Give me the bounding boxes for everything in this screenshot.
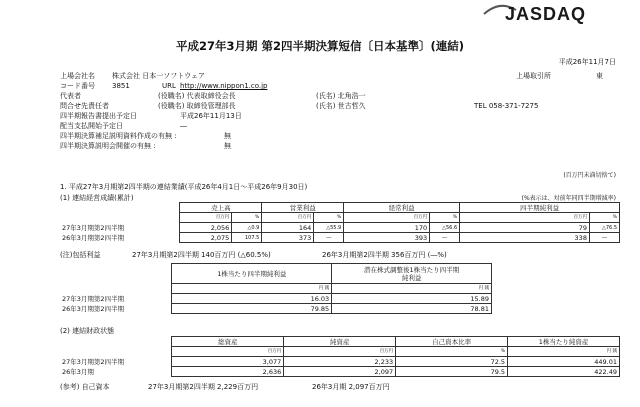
exchange-logo: JASDAQ [505, 4, 587, 24]
financial-position-table [60, 336, 620, 377]
table-row: 26年3月期第2四半期 2,075 107.5 373 ― 393 ― 338 ― [60, 233, 620, 243]
rounding-note: (百万円未満切捨て) [563, 172, 616, 179]
listed-company-value: 株式会社 日本一ソフトウェア [112, 72, 205, 80]
table-row: 27年3月期第2四半期 3,077 2,233 72.5 449.01 [60, 357, 620, 367]
header-eps: 1株当たり四半期純利益 [172, 264, 332, 284]
header-net-income: 四半期純利益 [460, 203, 620, 213]
representative-role: (役職名) 代表取締役会長 [158, 92, 236, 100]
unit-row: 百万円 % 百万円 % 百万円 % 百万円 % [60, 213, 620, 223]
table-header-row [60, 203, 620, 213]
table-row: 27年3月期第2四半期 2,056 △0.9 164 △55.9 170 △56.6 79 △76.5 [60, 223, 620, 233]
contact-tel: TEL 058-371-7275 [474, 102, 539, 110]
table-row: 27年3月期第2四半期 16.03 15.89 [60, 294, 492, 304]
code-label: コード番号 [60, 82, 95, 90]
exchange-value: 東 [596, 72, 603, 80]
header-bps: 1株当たり純資産 [508, 337, 620, 347]
eps-table [60, 263, 492, 314]
filing-date-value: 平成26年11月13日 [180, 112, 242, 120]
equity-reference-prior: 26年3月期 2,097百万円 [312, 383, 390, 391]
section-1-heading: 1. 平成27年3月期第2四半期の連結業績(平成26年4月1日～平成26年9月30日) [60, 183, 308, 191]
unit-row: 円 銭 円 銭 [60, 284, 492, 294]
unit-row: 百万円 百万円 % 円 銭 [60, 347, 620, 357]
table-row: 26年3月期 2,636 2,097 79.5 422.49 [60, 367, 620, 377]
representative-name: (氏名) 北角浩一 [316, 92, 366, 100]
company-url-link[interactable]: http://www.nippon1.co.jp [180, 82, 268, 90]
header-operating-income: 営業利益 [262, 203, 344, 213]
header-diluted-eps: 潜在株式調整後1株当たり四半期 純利益 [332, 264, 492, 284]
table-header-row [60, 337, 620, 347]
section-1-1-heading: (1) 連結経営成績(累計) [60, 194, 134, 202]
table-header-row [60, 264, 492, 284]
briefing-label: 四半期決算説明会開催の有無 : [60, 142, 156, 150]
exchange-label: 上場取引所 [516, 72, 551, 80]
filing-date-label: 四半期報告書提出予定日 [60, 112, 137, 120]
header-ordinary-income: 経常利益 [344, 203, 460, 213]
percent-note: (%表示は、対前年同四半期増減率) [521, 195, 616, 202]
section-1-2-heading: (2) 連結財政状態 [60, 327, 115, 335]
supplementary-value: 無 [224, 132, 231, 140]
header-net-assets: 純資産 [284, 337, 396, 347]
header-total-assets: 総資産 [172, 337, 284, 347]
dividend-date-label: 配当支払開始予定日 [60, 122, 123, 130]
report-date: 平成26年11月7日 [558, 58, 616, 66]
comprehensive-income-prior: 26年3月期第2四半期 356百万円 (―%) [322, 251, 447, 259]
dividend-date-value: ― [180, 122, 187, 130]
contact-label: 問合せ先責任者 [60, 102, 109, 110]
table-row: 26年3月期第2四半期 79.85 78.81 [60, 304, 492, 314]
page-title: 平成27年3月期 第2四半期決算短信〔日本基準〕(連結) [175, 39, 465, 53]
briefing-value: 無 [224, 142, 231, 150]
contact-role: (役職名) 取締役管理部長 [158, 102, 236, 110]
equity-reference-label: (参考) 自己資本 [60, 383, 110, 391]
header-sales: 売上高 [180, 203, 262, 213]
contact-name: (氏名) 世古哲久 [316, 102, 366, 110]
equity-reference-current: 27年3月期第2四半期 2,229百万円 [148, 383, 259, 391]
operating-results-table [60, 202, 620, 243]
representative-label: 代表者 [60, 92, 81, 100]
supplementary-label: 四半期決算補足説明資料作成の有無 : [60, 132, 177, 140]
comprehensive-income-label: (注)包括利益 [60, 251, 101, 259]
header-equity-ratio: 自己資本比率 [396, 337, 508, 347]
listed-company-label: 上場会社名 [60, 72, 95, 80]
code-value: 3851 [112, 82, 130, 90]
comprehensive-income-current: 27年3月期第2四半期 140百万円 (△60.5%) [132, 251, 271, 259]
url-label: URL [162, 82, 176, 90]
